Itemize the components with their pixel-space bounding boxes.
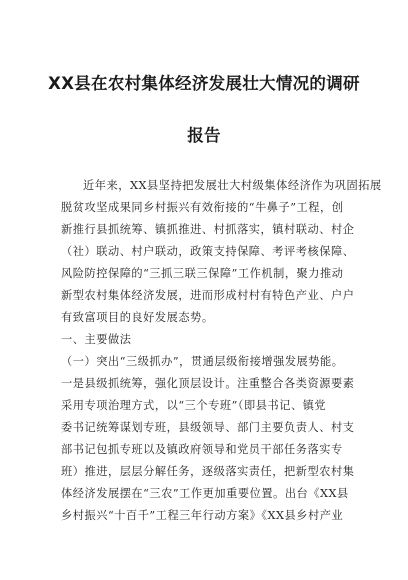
paragraph-line: 风险防控保障的“三抓三联三保障”工作机制，聚力推动: [61, 267, 344, 280]
paragraph-line: 有致富项目的良好发展态势。: [61, 311, 214, 324]
paragraph-line: 乡村振兴“十百千”工程三年行动方案》《XX县乡村产业: [61, 509, 344, 522]
paragraph-line: 部书记包抓专班以及镇政府领导和党员干部任务落实专: [61, 443, 343, 456]
section-heading: 一、主要做法: [61, 333, 132, 346]
paragraph-line: 采用专项治理方式，以“三个专班”（即县书记、镇党: [61, 399, 327, 412]
document-title-line-2: 报告: [187, 126, 221, 145]
paragraph-line: 体经济发展摆在“三农”工作更加重要位置。出台《XX县: [61, 487, 349, 500]
paragraph-line: （社）联动、村户联动，政策支持保障、考评考核保障、: [61, 245, 355, 258]
paragraph-line: 新推行县抓统筹、镇抓推进、村抓落实，镇村联动、村企: [61, 223, 355, 236]
paragraph-line: 委书记统筹谋划专班，县级领导、部门主要负责人、村支: [61, 421, 355, 434]
paragraph-line: 班）推进，层层分解任务，逐级落实责任，把新型农村集: [61, 465, 355, 478]
paragraph-line: 近年来，XX县坚持把发展壮大村级集体经济作为巩固拓展: [83, 179, 382, 192]
document-title-line-1: XX县在农村集体经济发展壮大情况的调研: [48, 74, 360, 93]
paragraph-line: 一是县级抓统筹，强化顶层设计。注重整合各类资源要素: [61, 377, 355, 390]
paragraph-line: 新型农村集体经济发展，进而形成村村有特色产业、户户: [61, 289, 355, 302]
paragraph-line: 脱贫攻坚成果同乡村振兴有效衔接的“牛鼻子”工程，创: [61, 201, 344, 214]
subsection-heading: （一）突出“三级抓办”，贯通层级衔接增强发展势能。: [61, 355, 344, 368]
